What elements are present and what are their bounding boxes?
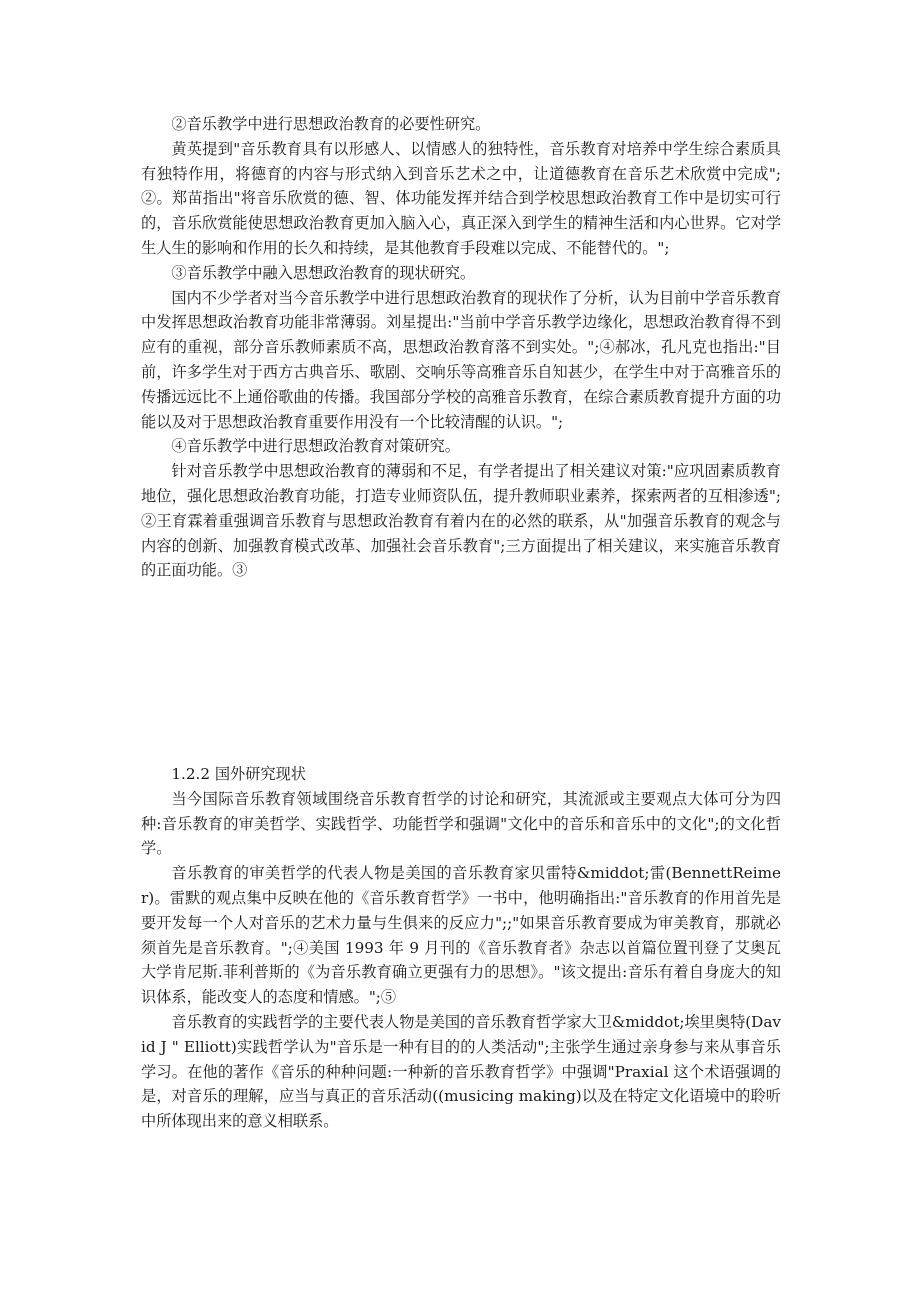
foreign-research-section <box>141 762 781 1134</box>
paragraph-status: 国内不少学者对当今音乐教学中进行思想政治教育的现状作了分析，认为目前中学音乐教育中发挥思想政治教育功能非常薄弱。刘星提出:"当前中学音乐教学边缘化，思想政治教育得不到应有的重视，部分音乐教师素质不高，思想政治教育落不到实处。";④郝冰，孔凡克也指出:"目前，许多学生对于西方古典音乐、歌剧、交响乐等高雅音乐自知甚少，在学生中对于高雅音乐的传播远远比不上通俗歌曲的传播。我国部分学校的高雅音乐教育，在综合素质教育提升方面的功能以及对于思想政治教育重要作用没有一个比较清醒的认识。"; <box>141 288 781 431</box>
paragraph-strategy: 针对音乐教学中思想政治教育的薄弱和不足，有学者提出了相关建议对策:"应巩固素质教育地位，强化思想政治教育功能，打造专业师资队伍，提升教师职业素养，探索两者的互相渗透";②王育霖着重强调音乐教育与思想政治教育有着内在的必然的联系，从"加强音乐教育的观念与内容的创新、加强教育模式改革、加强社会音乐教育";三方面提出了相关建议，来实施音乐教育的正面功能。③ <box>141 462 781 580</box>
paragraph-necessity: 黄英提到"音乐教育具有以形感人、以情感人的独特性，音乐教育对培养中学生综合素质具有独特作用，将德育的内容与形式纳入到音乐艺术之中，让道德教育在音乐艺术欣赏中完成";②。郑苗指出"将音乐欣赏的德、智、体功能发挥并结合到学校思想政治教育工作中是切实可行的，音乐欣赏能使思想政治教育更加入脑入心，真正深入到学生的精神生活和内心世界。它对学生人生的影响和作用的长久和持续，是其他教育手段难以完成、不能替代的。"; <box>141 139 781 257</box>
subsection-heading-status: ③音乐教学中融入思想政治教育的现状研究。 <box>171 263 476 282</box>
domestic-research-section <box>141 112 781 583</box>
subsection-heading-necessity: ②音乐教学中进行思想政治教育的必要性研究。 <box>171 115 491 133</box>
paragraph-praxial-philosophy: 音乐教育的实践哲学的主要代表人物是美国的音乐教育哲学家大卫&middot;埃里奥特(David J " Elliott)实践哲学认为"音乐是一种有目的的人类活动";主张学生通过亲身参与来从事音乐学习。在他的著作《音乐的种种问题:一种新的音乐教育哲学》中强调"Praxial 这个术语强调的是，对音乐的理解，应当与真正的音乐活动((musicing making)以及在特定文化语境中的聆听中所体现出来的意义相联系。 <box>141 1012 781 1131</box>
subsection-heading-strategy: ④音乐教学中进行思想政治教育对策研究。 <box>171 437 460 456</box>
section-heading-foreign: 1.2.2 国外研究现状 <box>171 765 306 783</box>
paragraph-overview: 当今国际音乐教育领域围绕音乐教育哲学的讨论和研究，其流派或主要观点大体可分为四种:音乐教育的审美哲学、实践哲学、功能哲学和强调"文化中的音乐和音乐中的文化";的文化哲学。 <box>141 789 781 858</box>
paragraph-aesthetic-philosophy: 音乐教育的审美哲学的代表人物是美国的音乐教育家贝雷特&middot;雷(BennettReimer)。雷默的观点集中反映在他的《音乐教育哲学》一书中，他明确指出:"音乐教育的作用首先是要开发每一个人对音乐的艺术力量与生俱来的反应力";;"如果音乐教育要成为审美教育，那就必须首先是音乐教育。";④美国 1993 年 9 月刊的《音乐教育者》杂志以首篇位置刊登了艾奥瓦大学肯尼斯.菲利普斯的《为音乐教育确立更强有力的思想》。"该文提出:音乐有着自身庞大的知识体系，能改变人的态度和情感。";⑤ <box>141 864 781 1007</box>
